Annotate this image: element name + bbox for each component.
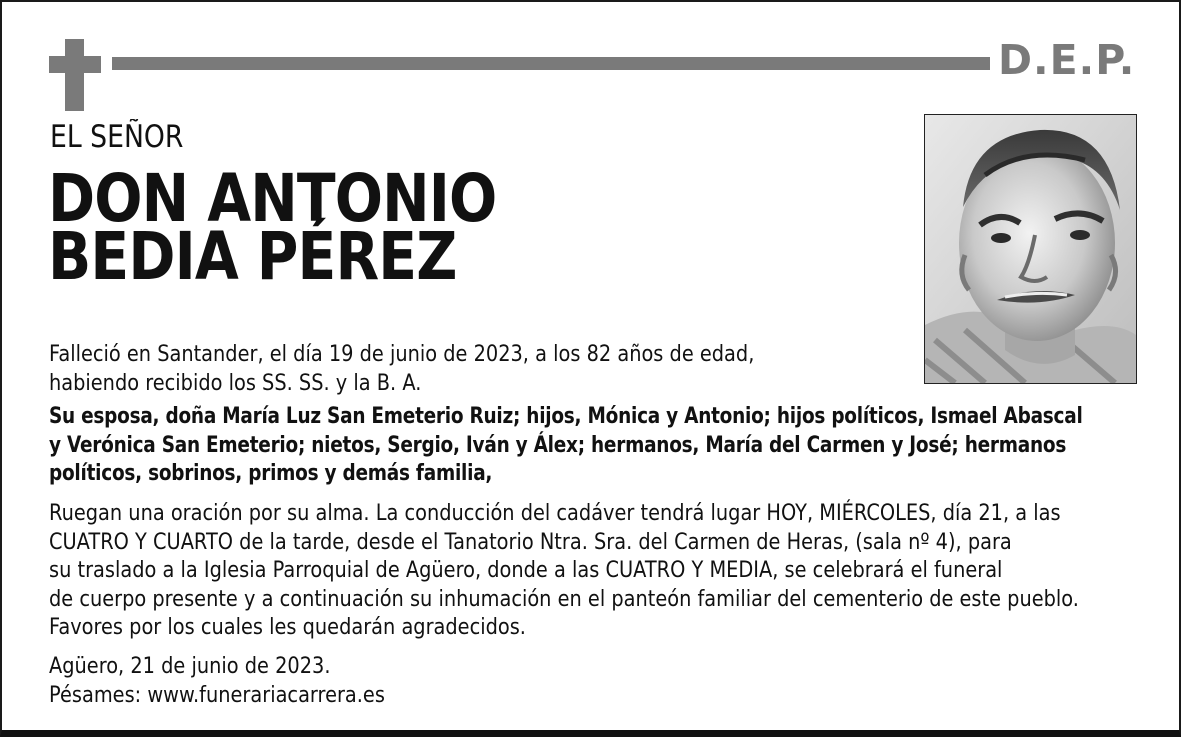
cross-vertical-bar [65,39,84,111]
name-line-2: BEDIA PÉREZ [48,218,457,295]
name-line-1: DON ANTONIO [48,160,497,237]
honorific: EL SEÑOR [50,119,184,155]
death-line: habiendo recibido los SS. SS. y la B. A. [49,369,422,396]
header-rule [112,57,990,70]
family-list [49,403,1083,489]
family-line: políticos, sobrinos, primos y demás familia, [49,461,493,486]
death-statement [49,340,754,397]
latin-cross-icon [49,39,101,111]
deceased-name [48,160,497,295]
condolences-website: Pésames: www.funerariacarrera.es [49,681,385,708]
death-line: Falleció en Santander, el día 19 de junio de 2023, a los 82 años de edad, [49,341,755,367]
dep-label: D.E.P. [998,36,1136,84]
family-line: Su esposa, doña María Luz San Emeterio Ruiz; hijos, Mónica y Antonio; hijos políticos, Ismael Abascal [49,404,1083,429]
request-line: Ruegan una oración por su alma. La conducción del cadáver tendrá lugar HOY, MIÉRCOLES, día 21, a las [49,500,1061,526]
request-line: de cuerpo presente y a continuación su inhumación en el panteón familiar del cementerio de este pueblo. [49,585,1079,612]
request-line: su traslado a la Iglesia Parroquial de Agüero, donde a las CUATRO Y MEDIA, se celebrará el funeral [49,557,1003,583]
request-line: CUATRO Y CUARTO de la tarde, desde el Tanatorio Ntra. Sra. del Carmen de Heras, (sala nº 4), para [49,528,1012,555]
notice-footer [49,652,385,709]
portrait-photo [924,114,1137,384]
funeral-request [49,499,1079,642]
cross-horizontal-bar [49,56,101,73]
request-line: Favores por los cuales les quedarán agradecidos. [49,614,526,640]
place-date: Agüero, 21 de junio de 2023. [49,653,331,679]
family-line: y Verónica San Emeterio; nietos, Sergio, Iván y Álex; hermanos, María del Carmen y José; hermanos [49,432,1067,458]
portrait-illustration [925,115,1136,383]
